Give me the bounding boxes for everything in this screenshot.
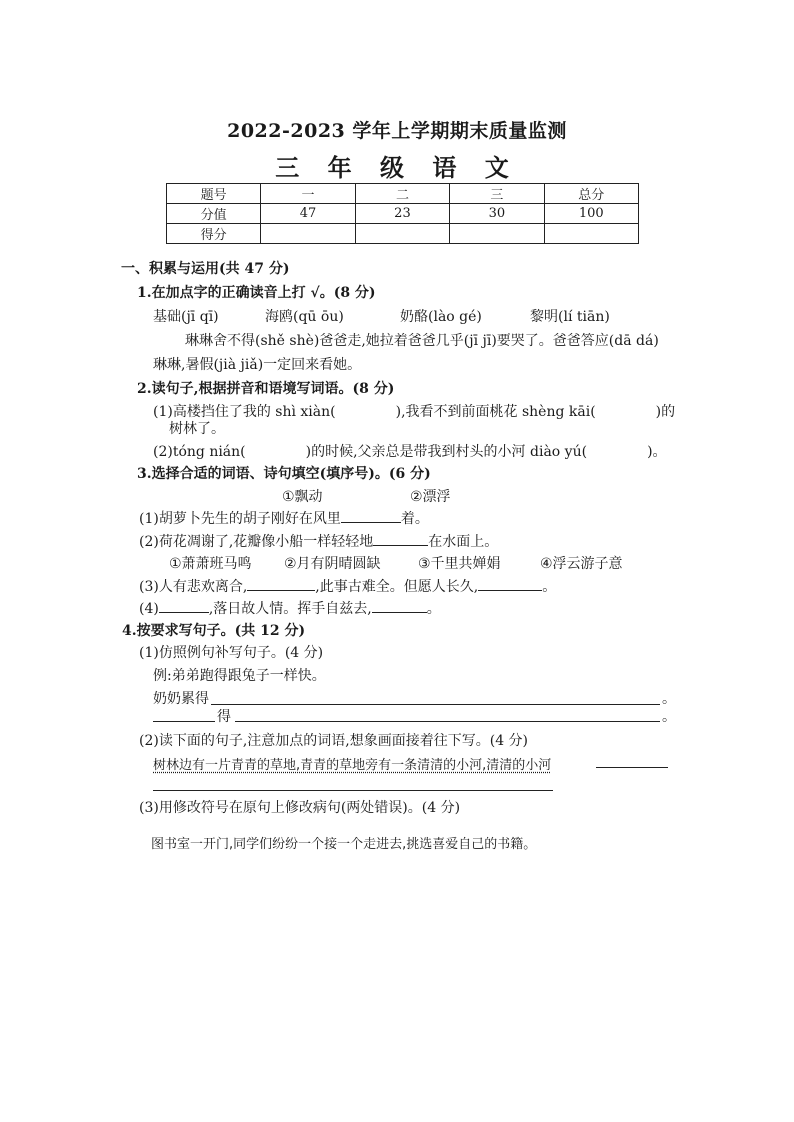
- answer-blank[interactable]: [341, 508, 401, 523]
- text-segment: ,此事古难全。但愿人长久,: [315, 579, 479, 595]
- score-table: [166, 183, 639, 244]
- text-segment: ),我看不到前面桃花 shèng kāi(: [395, 404, 596, 420]
- text-segment: )。: [647, 444, 667, 460]
- question-3-heading: 3.选择合适的词语、诗句填空(填序号)。(6 分): [137, 466, 431, 482]
- question-4-part-1: (1)仿照例句补写句子。(4 分): [139, 645, 324, 661]
- table-row: [167, 224, 639, 244]
- text-segment: (2)tóng nián(: [153, 444, 246, 460]
- question-4-part-3: (3)用修改符号在原句上修改病句(两处错误)。(4 分): [139, 800, 461, 816]
- table-cell: 47: [261, 204, 355, 224]
- pinyin-option[interactable]: 基础(jī qī): [153, 309, 219, 325]
- question-4-part-2: (2)读下面的句子,注意加点的词语,想象画面接着往下写。(4 分): [139, 733, 529, 749]
- table-cell: 一: [261, 184, 355, 204]
- question-3-sentence-1: [139, 508, 429, 528]
- score-input-cell[interactable]: [450, 224, 544, 244]
- answer-line[interactable]: [153, 721, 215, 722]
- answer-line[interactable]: [596, 767, 668, 768]
- table-cell: 分值: [167, 204, 261, 224]
- text-segment: (4): [139, 601, 159, 617]
- question-3-sentence-2: [139, 531, 498, 551]
- line-end-period: 。: [662, 709, 676, 725]
- choice-option: ②漂浮: [410, 489, 451, 505]
- text-segment: 。: [542, 579, 557, 595]
- score-input-cell[interactable]: [544, 224, 638, 244]
- table-cell: 三: [450, 184, 544, 204]
- pinyin-option[interactable]: 奶酪(lào gé): [400, 309, 482, 325]
- sentence-to-correct[interactable]: 图书室一开门,同学们纷纷一个接一个走进去,挑选喜爱自己的书籍。: [151, 837, 537, 852]
- table-cell: 30: [450, 204, 544, 224]
- line-end-period: 。: [662, 691, 676, 707]
- text-segment: (1)胡萝卜先生的胡子刚好在风里: [139, 511, 341, 527]
- poem-option: ③千里共婵娟: [418, 556, 501, 572]
- poem-option: ②月有阴晴圆缺: [284, 556, 381, 572]
- answer-line[interactable]: [211, 704, 660, 705]
- table-cell: 100: [544, 204, 638, 224]
- prompt-label: 得: [217, 709, 231, 725]
- question-1-heading: 1.在加点字的正确读音上打 √。(8 分): [137, 285, 376, 301]
- answer-blank[interactable]: [373, 531, 428, 546]
- text-segment: ,落日故人情。挥手自兹去,: [208, 601, 372, 617]
- text-segment: 树林边有一片青青的草地,青青的草地旁有一条清清的小河,清清的小河: [153, 758, 552, 773]
- text-segment: )的: [655, 404, 676, 420]
- text-segment: (2)荷花凋谢了,花瓣像小船一样轻轻地: [139, 534, 374, 550]
- answer-blank[interactable]: [159, 598, 209, 613]
- table-row: [167, 204, 639, 224]
- text-segment: 。: [426, 601, 441, 617]
- answer-line[interactable]: [235, 721, 660, 722]
- question-1-sentence[interactable]: 琳琳舍不得(shě shè)爸爸走,她拉着爸爸几乎(jī jī)要哭了。爸爸答应(dā dá): [185, 333, 659, 349]
- score-input-cell[interactable]: [261, 224, 355, 244]
- question-2-sentence-1-cont: 树林了。: [169, 421, 225, 437]
- example-sentence: 例:弟弟跑得跟兔子一样快。: [153, 668, 326, 684]
- pinyin-option[interactable]: 黎明(lí tiān): [530, 309, 610, 325]
- text-segment: (3)人有悲欢离合,: [139, 579, 248, 595]
- answer-line[interactable]: [153, 790, 553, 791]
- question-4-heading: 4.按要求写句子。(共 12 分): [122, 623, 306, 639]
- answer-blank[interactable]: [372, 598, 427, 613]
- choice-option: ①飘动: [282, 489, 323, 505]
- table-cell: 题号: [167, 184, 261, 204]
- pinyin-option[interactable]: 海鸥(qū ōu): [265, 309, 344, 325]
- text-segment: (1)高楼挡住了我的 shì xiàn(: [153, 404, 336, 420]
- question-3-sentence-3: [139, 576, 556, 596]
- poem-option: ④浮云游子意: [540, 556, 623, 572]
- answer-blank[interactable]: [478, 576, 542, 591]
- exam-title: 2022-2023 学年上学期期末质量监测: [227, 120, 567, 142]
- score-input-cell[interactable]: [355, 224, 449, 244]
- table-cell: 得分: [167, 224, 261, 244]
- table-cell: 23: [355, 204, 449, 224]
- table-cell: 二: [355, 184, 449, 204]
- prompt-label: 奶奶累得: [153, 691, 209, 707]
- text-segment: 在水面上。: [428, 534, 499, 550]
- text-segment: 着。: [400, 511, 429, 527]
- question-2-sentence-1: [153, 401, 675, 421]
- section-heading: 一、积累与运用(共 47 分): [121, 261, 290, 277]
- question-1-sentence[interactable]: 琳琳,暑假(jià jiǎ)一定回来看她。: [153, 357, 362, 373]
- poem-option: ①萧萧班马鸣: [169, 556, 252, 572]
- question-2-heading: 2.读句子,根据拼音和语境写词语。(8 分): [137, 381, 395, 397]
- continuation-prompt: [153, 754, 551, 773]
- answer-blank[interactable]: [247, 576, 315, 591]
- question-2-sentence-2: [153, 441, 667, 461]
- exam-subtitle: 三 年 级 语 文: [275, 153, 519, 182]
- question-3-sentence-4: [139, 598, 441, 618]
- table-row: [167, 184, 639, 204]
- table-cell: 总分: [544, 184, 638, 204]
- text-segment: )的时候,父亲总是带我到村头的小河 diào yú(: [305, 444, 588, 460]
